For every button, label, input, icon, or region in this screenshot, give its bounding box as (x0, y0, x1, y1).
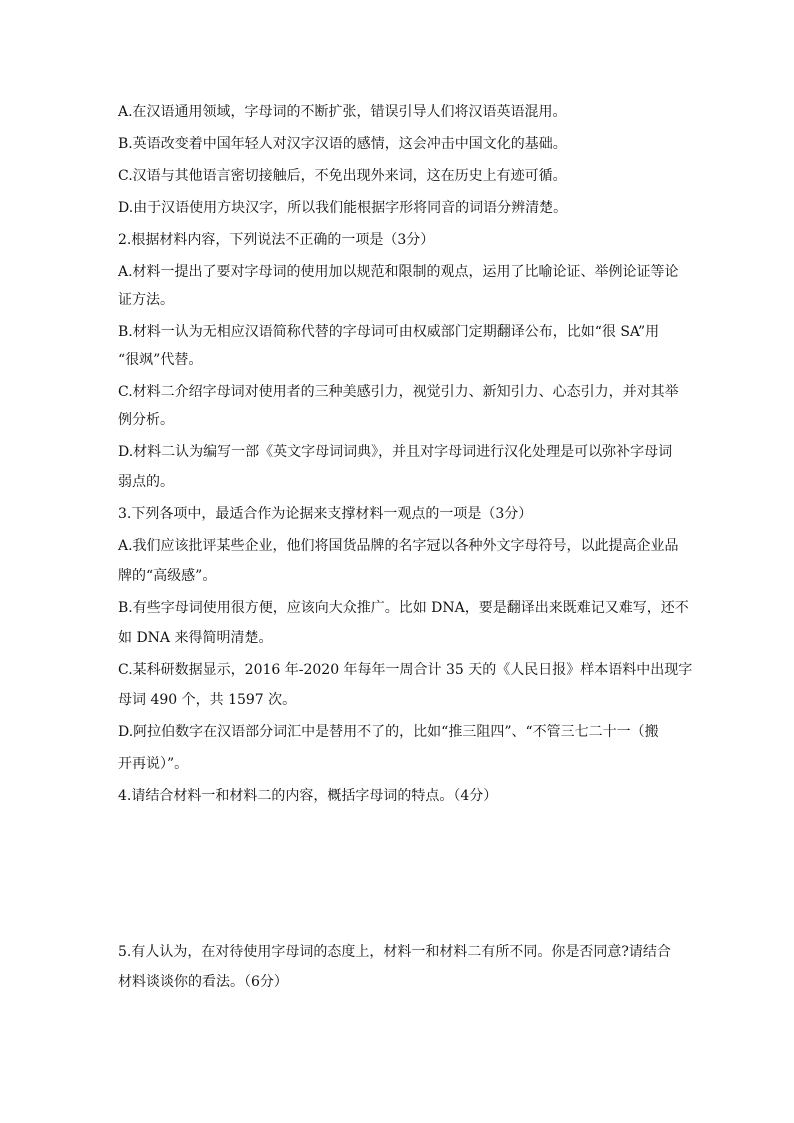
q1-option-b: B.英语改变着中国年轻人对汉字汉语的感情，这会冲击中国文化的基础。 (118, 136, 567, 152)
q3-stem: 3.下列各项中，最适合作为论据来支撑材料一观点的一项是（3分） (118, 506, 533, 522)
q2-option-a-line2: 证方法。 (118, 292, 174, 308)
q3-option-a-line1: A.我们应该批评某些企业，他们将国货品牌的名字冠以各种外文字母符号，以此提高企业品 (118, 538, 679, 554)
q3-option-a-line2: 牌的“高级感”。 (118, 568, 217, 584)
q1-option-a: A.在汉语通用领域，字母词的不断扩张，错误引导人们将汉语英语混用。 (118, 104, 567, 120)
q1-option-c: C.汉语与其他语言密切接触后，不免出现外来词，这在历史上有迹可循。 (118, 168, 567, 184)
q1-option-d: D.由于汉语使用方块汉字，所以我们能根据字形将同音的词语分辨清楚。 (118, 200, 568, 216)
q5-stem-line1: 5.有人认为，在对待使用字母词的态度上，材料一和材料二有所不同。你是否同意?请结合 (118, 944, 671, 960)
q2-option-d-line2: 弱点的。 (118, 474, 174, 490)
q5-stem-line2: 材料谈谈你的看法。（6分） (118, 974, 288, 990)
q2-stem: 2.根据材料内容，下列说法不正确的一项是（3分） (118, 232, 435, 248)
q2-option-a-line1: A.材料一提出了要对字母词的使用加以规范和限制的观点，运用了比喻论证、举例论证等论 (118, 264, 679, 280)
q3-option-c-line2: 母词 490 个，共 1597 次。 (118, 692, 297, 708)
q2-option-b-line2: “很飒”代替。 (118, 352, 203, 368)
q3-option-d-line2: 开再说）”。 (118, 756, 189, 772)
q2-option-c-line1: C.材料二介绍字母词对使用者的三种美感引力，视觉引力、新知引力、心态引力，并对其举 (118, 384, 679, 400)
q2-option-d-line1: D.材料二认为编写一部《英文字母词词典》，并且对字母词进行汉化处理是可以弥补字母词 (118, 444, 673, 460)
q3-option-d-line1: D.阿拉伯数字在汉语部分词汇中是替用不了的，比如“推三阻四”、“不管三七二十一（搬 (118, 724, 659, 740)
q4-stem: 4.请结合材料一和材料二的内容，概括字母词的特点。（4分） (118, 788, 498, 804)
q2-option-c-line2: 例分析。 (118, 412, 174, 428)
q3-option-b-line1: B.有些字母词使用很方便，应该向大众推广。比如 DNA，要是翻译出来既难记又难写，还不 (118, 600, 689, 616)
q2-option-b-line1: B.材料一认为无相应汉语简称代替的字母词可由权威部门定期翻译公布，比如“很 SA”用 (118, 324, 660, 340)
q3-option-b-line2: 如 DNA 来得简明清楚。 (118, 630, 273, 646)
q3-option-c-line1: C.某科研数据显示，2016 年-2020 年每年一周合计 35 天的《人民日报》样本语料中出现字 (118, 662, 693, 678)
